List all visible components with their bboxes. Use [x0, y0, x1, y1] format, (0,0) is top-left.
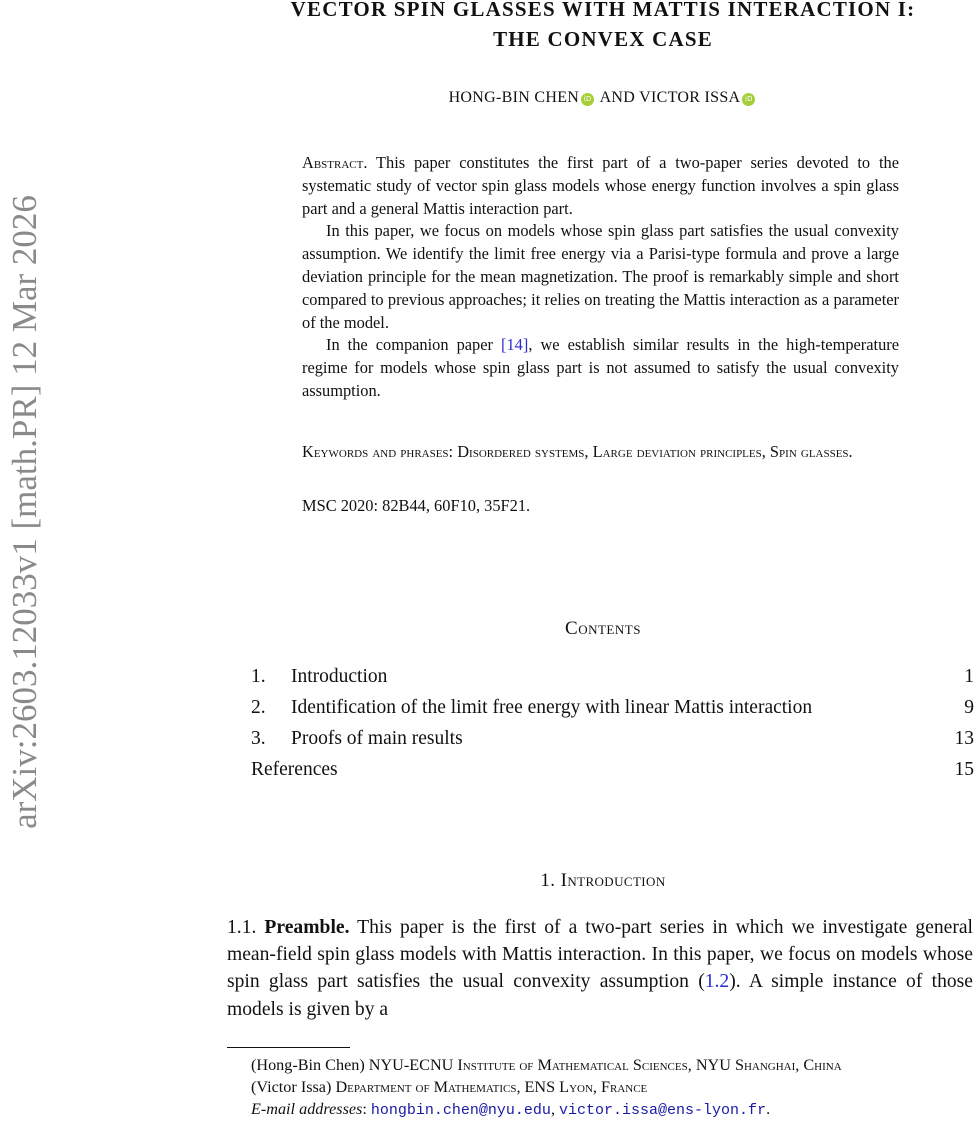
- abstract-paragraph-1: [302, 152, 899, 220]
- author-line: [220, 89, 976, 107]
- toc-number: 1.: [251, 665, 266, 687]
- equation-link[interactable]: 1.2: [704, 971, 730, 993]
- preamble-text: [227, 914, 973, 1023]
- toc-title: Introduction: [291, 665, 388, 687]
- abstract-paragraph-3: [302, 334, 899, 402]
- citation-link[interactable]: [14]: [501, 335, 529, 355]
- toc-page: 13: [954, 727, 974, 749]
- section-heading: [220, 870, 976, 892]
- section-title: Introduction: [560, 870, 666, 891]
- orcid-icon[interactable]: iD: [742, 93, 755, 106]
- email-issa-link[interactable]: victor.issa@ens-lyon.fr: [559, 1102, 767, 1119]
- title-line-1: VECTOR SPIN GLASSES WITH MATTIS INTERACTION I:: [290, 0, 916, 21]
- title-line-2: THE CONVEX CASE: [493, 27, 713, 51]
- toc-row[interactable]: [251, 692, 974, 723]
- abstract-label: Abstract.: [302, 153, 368, 172]
- abstract-text-3a: In the companion paper: [326, 335, 502, 355]
- footnotes: [227, 1054, 975, 1122]
- toc-title: References: [251, 758, 338, 780]
- keywords-label: Keywords and phrases:: [302, 442, 454, 461]
- abstract-text-3b: , we establish similar results in the high-temperature regime for models whose spin glass part is not assumed to satisfy the usual convexity assumption.: [302, 335, 900, 400]
- table-of-contents: [251, 661, 974, 785]
- msc-classification: MSC 2020: 82B44, 60F10, 35F21.: [302, 496, 531, 515]
- toc-number: 3.: [251, 727, 266, 749]
- orcid-icon[interactable]: iD: [581, 93, 594, 106]
- preamble-body-2: ). A simple instance of those models is given by a: [227, 971, 973, 1020]
- toc-number: 2.: [251, 696, 266, 718]
- author-connector: AND: [599, 89, 636, 106]
- toc-page: 15: [954, 758, 974, 780]
- toc-title: Proofs of main results: [291, 727, 463, 749]
- toc-page: 1: [964, 665, 974, 687]
- toc-row[interactable]: [251, 754, 974, 785]
- keywords-text: Disordered systems, Large deviation principles, Spin glasses.: [457, 442, 853, 461]
- footnote-issa-affiliation: Department of Mathematics, ENS Lyon, France: [335, 1078, 648, 1096]
- arxiv-stamp: arXiv:2603.12033v1 [math.PR] 12 Mar 2026: [5, 195, 44, 829]
- footnote-issa-name: (Victor Issa): [251, 1078, 332, 1096]
- footnote-chen-name: (Hong-Bin Chen): [251, 1056, 365, 1074]
- footnote-chen: [227, 1054, 975, 1076]
- author-issa: VICTOR ISSA: [639, 89, 741, 106]
- preamble-body-1: This paper is the first of a two-part series in which we investigate general mean-field spin glass models with Mattis interaction. In this paper, we focus on models whose spin glass part satisfies the usual convexity assumption (: [227, 917, 973, 993]
- abstract-text-1: This paper constitutes the first part of a two-paper series devoted to the systematic study of vector spin glass models whose energy function involves a spin glass part and a general Mattis interaction part.: [302, 153, 899, 218]
- author-chen: HONG-BIN CHEN: [448, 89, 580, 106]
- preamble-paragraph: [227, 914, 973, 1023]
- toc-row[interactable]: [251, 661, 974, 692]
- subsection-label: Preamble.: [264, 917, 350, 938]
- toc-row[interactable]: [251, 723, 974, 754]
- email-label: E-mail addresses: [251, 1100, 363, 1118]
- footnote-issa: [227, 1076, 975, 1098]
- abstract: [302, 152, 899, 403]
- abstract-paragraph-2: In this paper, we focus on models whose spin glass part satisfies the usual convexity assumption. We identify the limit free energy via a Parisi-type formula and prove a large deviation principle for the mean magnetization. The proof is remarkably simple and short compared to previous approaches; it relies on treating the Mattis interaction as a parameter of the model.: [302, 221, 899, 332]
- footnote-chen-affiliation: NYU-ECNU Institute of Mathematical Sciences, NYU Shanghai, China: [368, 1056, 842, 1074]
- subsection-number: 1.1.: [227, 917, 257, 938]
- paper-title: [220, 0, 976, 54]
- footnote-emails: E-mail addresses: hongbin.chen@nyu.edu, victor.issa@ens-lyon.fr.: [251, 1100, 771, 1119]
- contents-heading: Contents: [565, 618, 641, 639]
- toc-title: Identification of the limit free energy with linear Mattis interaction: [291, 696, 813, 718]
- toc-page: 9: [964, 696, 974, 718]
- section-number: 1.: [540, 870, 556, 891]
- keywords: [302, 441, 899, 464]
- email-chen-link[interactable]: hongbin.chen@nyu.edu: [370, 1102, 551, 1119]
- footnote-rule: [227, 1047, 350, 1048]
